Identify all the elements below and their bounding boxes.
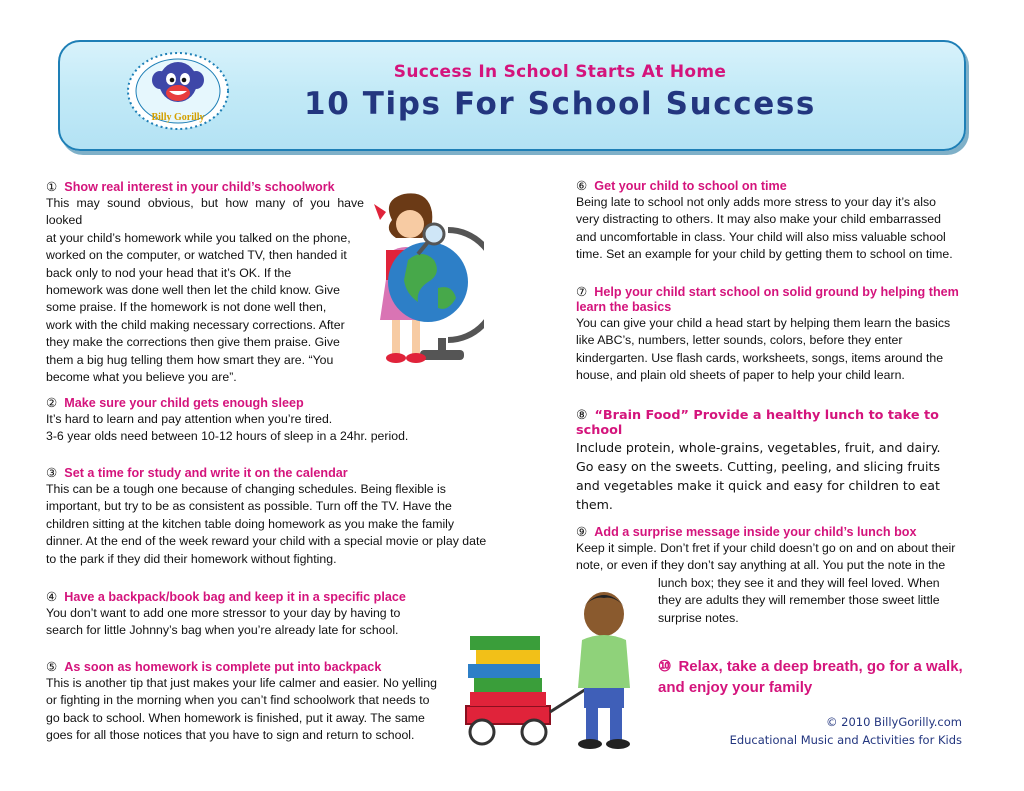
tip-5: [46, 660, 442, 745]
tip-heading: ⑤ As soon as homework is complete put into backpack: [46, 660, 382, 674]
tip-heading: ⑧ “Brain Food” Provide a healthy lunch to take to school: [576, 408, 939, 438]
tip-text: Include protein, whole-grains, vegetables, fruit, and dairy. Go easy on the sweets. Cutting, peeling, and slicing fruits and vegetables make it quick and easy for children to eat them.: [576, 440, 941, 512]
tip-1: [46, 180, 364, 386]
tip-heading: ② Make sure your child gets enough sleep: [46, 396, 304, 410]
footer-tagline: Educational Music and Activities for Kids: [729, 733, 962, 747]
copyright: © 2010 BillyGorilly.com: [825, 715, 962, 729]
tip-text: This can be a tough one because of changing schedules. Being flexible is important, but try to be as consistent as possible. Turn off the TV. Have the children sitting at the kitchen table doing homework as you make the family dinner. At the end of the week reward your child with a special movie or play date to the park if they did their homework without fighting.: [46, 482, 487, 566]
tip-heading: ③ Set a time for study and write it on the calendar: [46, 466, 348, 480]
tip-number: ⑦: [576, 285, 588, 299]
tip-6: [576, 179, 974, 264]
tip-heading: ⑦ Help your child start school on solid ground by helping them learn the basics: [576, 285, 959, 314]
tip-number: ⑧: [576, 408, 588, 423]
tip-number: ③: [46, 466, 58, 480]
tip-9: [576, 525, 974, 627]
tip-number: ⑨: [576, 525, 588, 539]
tip-text: This is another tip that just makes your life calmer and easier. No yelling or fighting in the morning when you can’t find schoolwork that needs to go back to school. When homework is finished, put it away. The same goes for all those notices that you have to sign and return to school.: [46, 676, 437, 743]
tip-text: You don’t want to add one more stressor to your day by having to search for little Johnny’s bag when you’re already late for school.: [46, 606, 401, 638]
logo-text: Billy Gorilly: [151, 112, 205, 123]
tip-10: ⑩ Relax, take a deep breath, go for a walk, and enjoy your family: [658, 658, 963, 696]
tip-4: [46, 590, 424, 640]
tip-text: Being late to school not only adds more stress to your day it’s also very distracting to others. It may also make your child embarrassed and uncomfortable in class. Your child will also miss valuable school time. Set an example for your child by getting them to school on time.: [576, 195, 953, 262]
header-subtitle: Success In School Starts At Home: [393, 62, 727, 82]
tip-8: [576, 408, 974, 514]
tip-text: You can give your child a head start by helping them learn the basics like ABC’s, numbers, letter sounds, colors, before they enter kindergarten. Use flash cards, worksheets, songs, items around the house, and plain old sheets of paper to help your child learn.: [576, 316, 951, 383]
girl-with-globe-illustration: [372, 190, 484, 378]
page-title: 10 Tips For School Success: [304, 86, 816, 122]
tip-number: ⑩: [658, 658, 672, 675]
tip-number: ⑥: [576, 179, 588, 193]
tip-2: [46, 396, 496, 446]
tip-number: ④: [46, 590, 58, 604]
tip-text: Keep it simple. Don’t fret if your child doesn’t go on and on about their note, or even if they don’t say anything at all. You put the note in the lunch box; they see it and they will feel loved. When they are adults they will remember those sweet little surprise notes.: [576, 541, 956, 625]
tip-7: [576, 285, 974, 385]
tip-heading: ① Show real interest in your child’s schoolwork: [46, 180, 335, 194]
tip-number: ②: [46, 396, 58, 410]
tip-heading: ④ Have a backpack/book bag and keep it in a specific place: [46, 590, 406, 604]
tip-3: [46, 466, 498, 568]
tip-number: ⑤: [46, 660, 58, 674]
tip-text: It’s hard to learn and pay attention when you’re tired. 3-6 year olds need between 10-12 hours of sleep in a 24hr. period.: [46, 412, 409, 444]
tip-number: ①: [46, 180, 58, 194]
tip-heading: ⑥ Get your child to school on time: [576, 179, 787, 193]
tip-heading: ⑨ Add a surprise message inside your child’s lunch box: [576, 525, 917, 539]
billy-gorilly-logo: [126, 50, 230, 132]
tip-text: This may sound obvious, but how many of you have looked at your child’s homework while you talked on the phone, worked on the computer, or watched TV, then handed it back only to nod your head that it’s OK. If the homework was done well then let the child know. Give some praise. If the homework is not done well then, work with the child making necessary corrections. After they make the corrections then give them praise. Give them a big hug telling them how smart they are. “You become what you believe you are”.: [46, 196, 364, 385]
